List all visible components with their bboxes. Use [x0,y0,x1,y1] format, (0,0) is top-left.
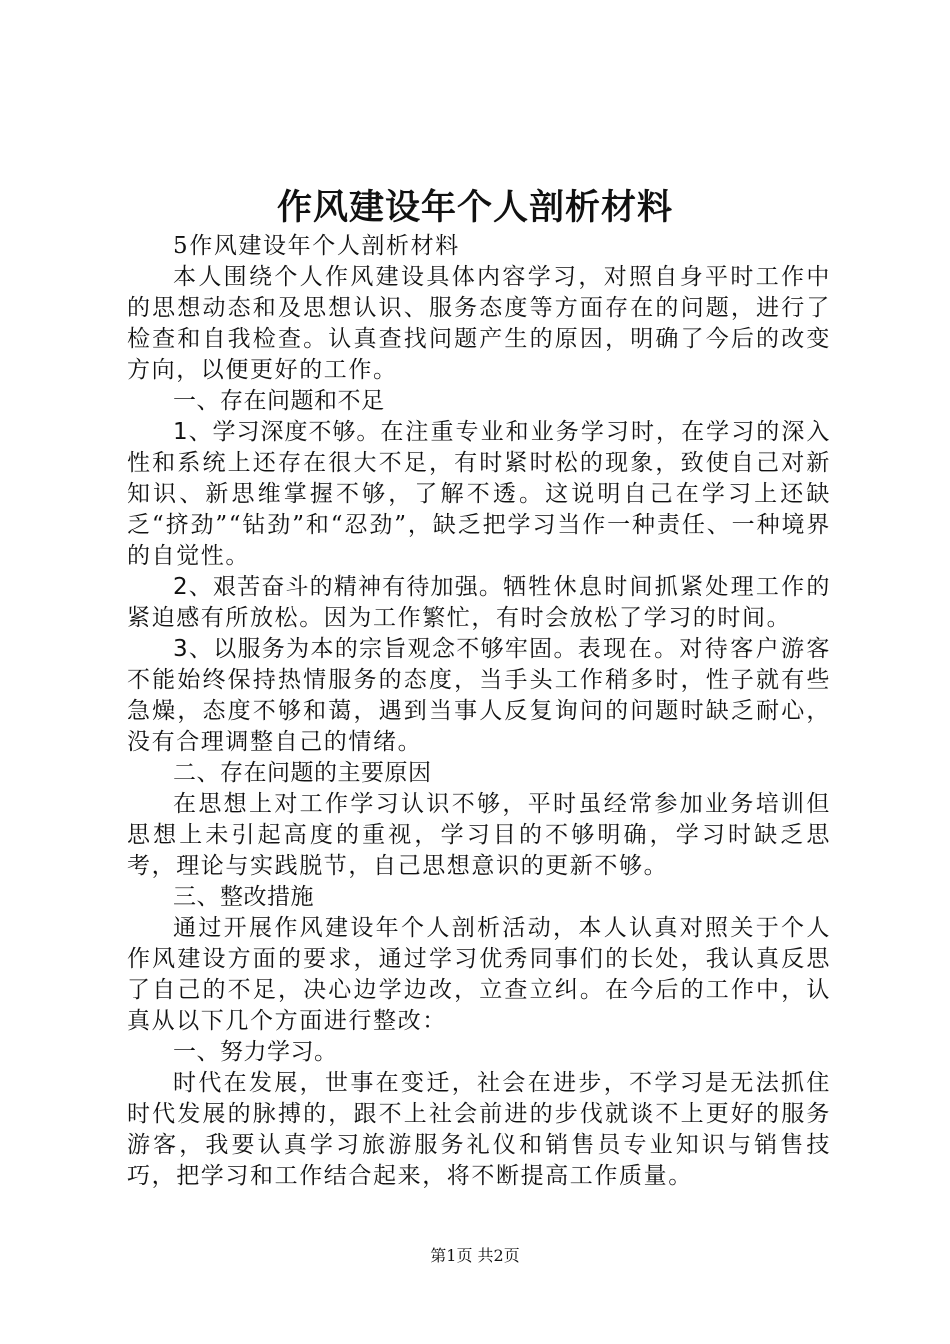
measure-paragraph-1: 时代在发展，世事在变迁，社会在进步，不学习是无法抓住时代发展的脉搏的，跟不上社会前进的步伐就谈不上更好的服务游客，我要认真学习旅游服务礼仪和销售员专业知识与销售技巧，把学习和工作结合起来，将不断提高工作质量。 [127,1070,831,1189]
document-body [127,231,831,1192]
problem-item-3 [127,634,831,758]
problem-item-2-lead: 2、艰苦奋斗的精神有待加强。 [173,574,504,600]
problem-item-2-text: 牺牲休息时间抓紧处理工作的紧迫感有所放松。因为工作繁忙，有时会放松了学习的时间。 [127,574,831,631]
problem-item-2 [127,572,831,634]
section-heading-3: 三、整改措施 [173,884,314,910]
intro-paragraph: 本人围绕个人作风建设具体内容学习，对照自身平时工作中的思想动态和及思想认识、服务态度等方面存在的问题，进行了检查和自我检查。认真查找问题产生的原因，明确了今后的改变方向，以便更好的工作。 [127,264,831,383]
problem-item-1 [127,417,831,572]
section-heading-2: 二、存在问题的主要原因 [173,760,432,786]
problem-item-3-text: 表现在。对待客户游客不能始终保持热情服务的态度，当手头工作稍多时，性子就有些急燥，态度不够和蔼，遇到当事人反复询问的问题时缺乏耐心，没有合理调整自己的情绪。 [127,636,832,755]
page-footer: 第1页 共2页 [430,1246,520,1265]
section-heading-1: 一、存在问题和不足 [173,388,385,414]
causes-paragraph: 在思想上对工作学习认识不够，平时虽经常参加业务培训但思想上未引起高度的重视，学习目的不够明确，学习时缺乏思考，理论与实践脱节，自己思想意识的更新不够。 [127,791,831,879]
measure-heading-1: 一、努力学习。 [173,1039,338,1065]
problem-item-1-text: 在注重专业和业务学习时，在学习的深入性和系统上还存在很大不足，有时紧时松的现象，致使自己对新知识、新思维掌握不够，了解不透。这说明自己在学习上还缺乏“挤劲”“钻劲”和“忍劲”，缺乏把学习当作一种责任、一种境界的自觉性。 [127,419,831,569]
document-subtitle: 5作风建设年个人剖析材料 [173,233,460,259]
problem-item-1-lead: 1、学习深度不够。 [173,419,381,445]
document-title: 作风建设年个人剖析材料 [276,188,673,228]
problem-item-3-lead: 3、以服务为本的宗旨观念不够牢固。 [173,636,578,662]
measures-paragraph: 通过开展作风建设年个人剖析活动，本人认真对照关于个人作风建设方面的要求，通过学习优秀同事们的长处，我认真反思了自己的不足，决心边学边改，立查立纠。在今后的工作中，认真从以下几个方面进行整改： [127,915,831,1034]
